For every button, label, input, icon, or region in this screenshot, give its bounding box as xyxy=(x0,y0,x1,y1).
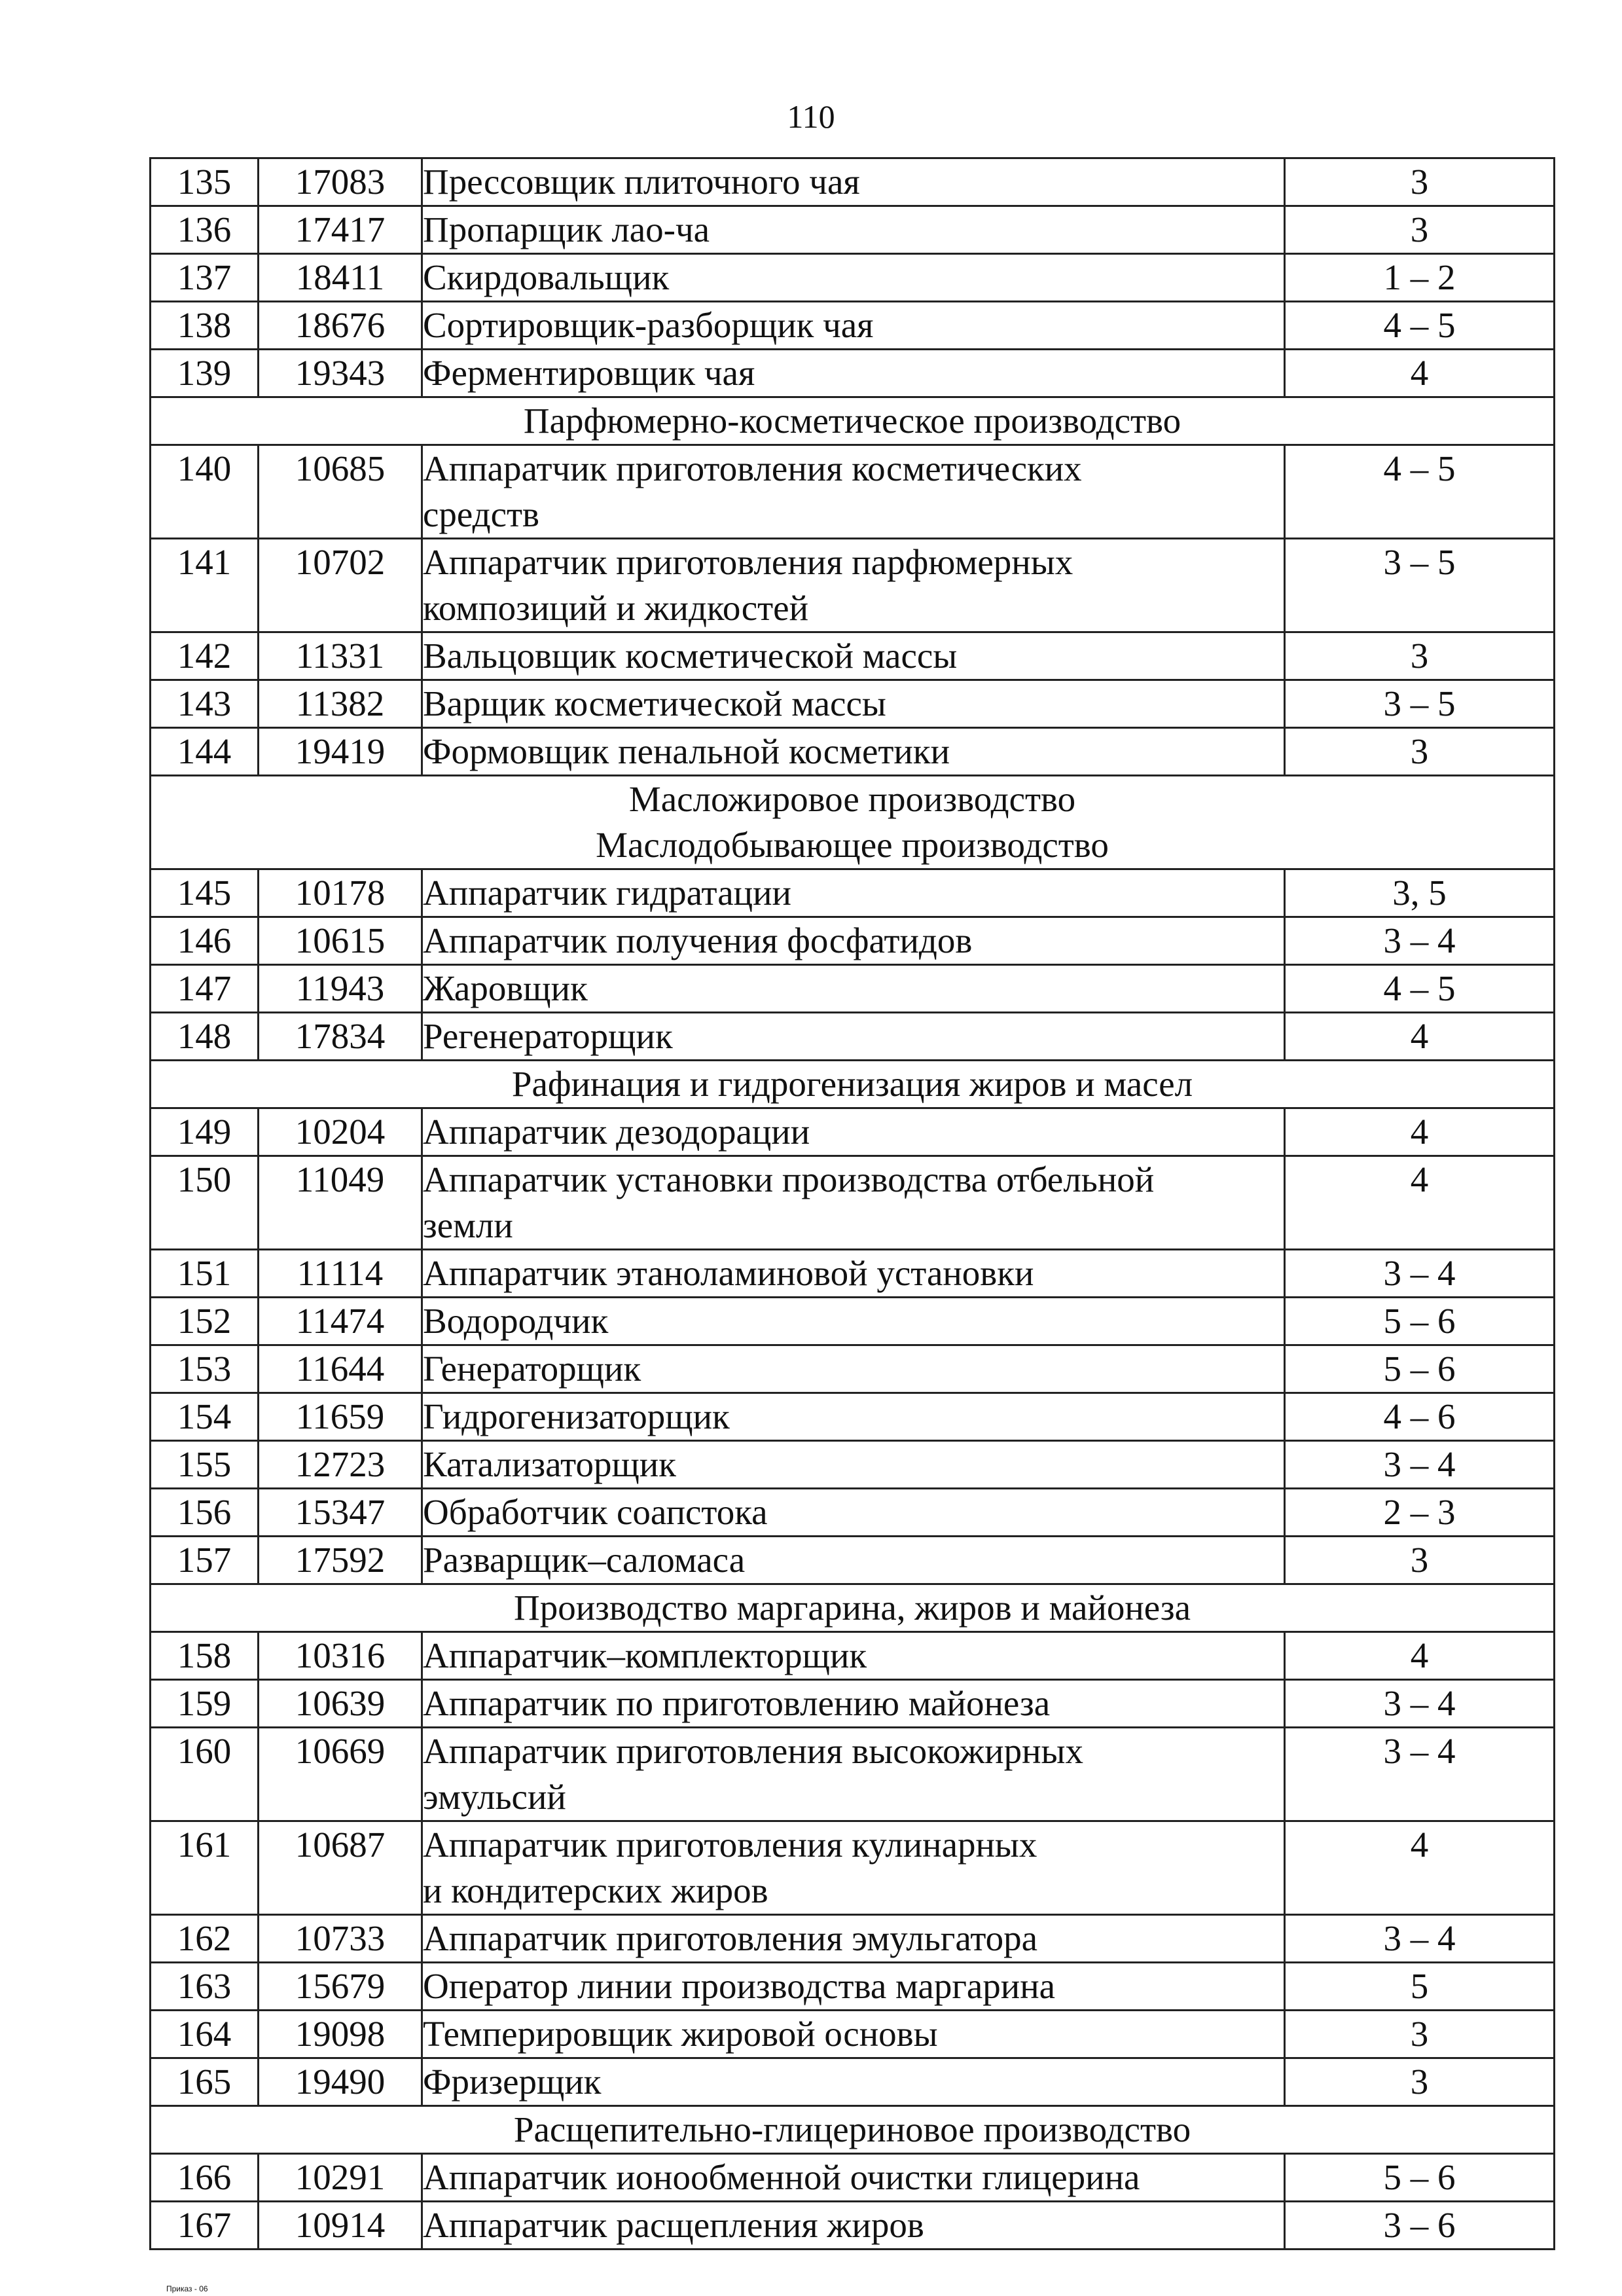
grade-range-cell: 3 – 4 xyxy=(1285,1728,1555,1821)
table-row xyxy=(151,965,1555,1013)
row-number-cell: 136 xyxy=(151,206,259,254)
grade-range-cell: 1 – 2 xyxy=(1285,254,1555,302)
profession-name-cell: Ферментировщик чая xyxy=(422,350,1285,397)
table-row xyxy=(151,1393,1555,1441)
profession-name-cell: Аппаратчик приготовления кулинарных и кондитерских жиров xyxy=(422,1821,1285,1915)
section-title-line: Производство маргарина, жиров и майонеза xyxy=(513,1588,1191,1628)
profession-code-cell: 11049 xyxy=(259,1156,422,1250)
profession-code-cell: 15679 xyxy=(259,1963,422,2011)
grade-range-cell: 5 – 6 xyxy=(1285,1345,1555,1393)
section-header-row xyxy=(151,1584,1555,1632)
profession-name-cell: Оператор линии производства маргарина xyxy=(422,1963,1285,2011)
row-number-cell: 142 xyxy=(151,632,259,680)
grade-range-cell: 3 xyxy=(1285,2011,1555,2058)
profession-code-cell: 11943 xyxy=(259,965,422,1013)
table-row xyxy=(151,1915,1555,1963)
profession-code-cell: 10687 xyxy=(259,1821,422,1915)
profession-name-cell: Жаровщик xyxy=(422,965,1285,1013)
row-number-cell: 153 xyxy=(151,1345,259,1393)
section-header-row xyxy=(151,1061,1555,1108)
section-header-row xyxy=(151,2106,1555,2154)
profession-name-cell: Катализаторщик xyxy=(422,1441,1285,1489)
grade-range-cell: 4 xyxy=(1285,1821,1555,1915)
grade-range-cell: 4 xyxy=(1285,1156,1555,1250)
profession-name-cell: Водородчик xyxy=(422,1298,1285,1345)
profession-code-cell: 11382 xyxy=(259,680,422,728)
table-row xyxy=(151,1298,1555,1345)
section-header-row xyxy=(151,397,1555,445)
row-number-cell: 140 xyxy=(151,445,259,539)
table-row xyxy=(151,1489,1555,1537)
row-number-cell: 158 xyxy=(151,1632,259,1680)
profession-code-cell: 10615 xyxy=(259,917,422,965)
profession-code-cell: 10685 xyxy=(259,445,422,539)
table-row xyxy=(151,2058,1555,2106)
row-number-cell: 148 xyxy=(151,1013,259,1061)
profession-name-cell: Аппаратчик приготовления косметических средств xyxy=(422,445,1285,539)
table-row xyxy=(151,158,1555,206)
section-title xyxy=(151,1061,1555,1108)
profession-code-cell: 19419 xyxy=(259,728,422,776)
professions-table xyxy=(149,157,1555,2250)
grade-range-cell: 4 xyxy=(1285,350,1555,397)
grade-range-cell: 4 – 5 xyxy=(1285,445,1555,539)
table-row xyxy=(151,2011,1555,2058)
profession-name-cell: Скирдовальщик xyxy=(422,254,1285,302)
table-row xyxy=(151,728,1555,776)
row-number-cell: 161 xyxy=(151,1821,259,1915)
profession-code-cell: 17417 xyxy=(259,206,422,254)
row-number-cell: 155 xyxy=(151,1441,259,1489)
table-row xyxy=(151,350,1555,397)
grade-range-cell: 3 xyxy=(1285,2058,1555,2106)
grade-range-cell: 3 – 4 xyxy=(1285,1915,1555,1963)
profession-name-cell: Формовщик пенальной косметики xyxy=(422,728,1285,776)
row-number-cell: 151 xyxy=(151,1250,259,1298)
section-title-line: Расщепительно-глицериновое производство xyxy=(513,2109,1191,2149)
grade-range-cell: 3 xyxy=(1285,632,1555,680)
profession-name-cell: Регенераторщик xyxy=(422,1013,1285,1061)
profession-name-cell: Аппаратчик дезодорации xyxy=(422,1108,1285,1156)
profession-code-cell: 10639 xyxy=(259,1680,422,1728)
profession-name-cell: Темперировщик жировой основы xyxy=(422,2011,1285,2058)
profession-code-cell: 10291 xyxy=(259,2154,422,2202)
row-number-cell: 162 xyxy=(151,1915,259,1963)
row-number-cell: 145 xyxy=(151,869,259,917)
profession-code-cell: 10702 xyxy=(259,539,422,632)
grade-range-cell: 3 – 4 xyxy=(1285,1250,1555,1298)
grade-range-cell: 3, 5 xyxy=(1285,869,1555,917)
profession-code-cell: 10178 xyxy=(259,869,422,917)
table-row xyxy=(151,1821,1555,1915)
profession-code-cell: 19343 xyxy=(259,350,422,397)
grade-range-cell: 4 xyxy=(1285,1108,1555,1156)
section-header-row xyxy=(151,776,1555,869)
section-title xyxy=(151,1584,1555,1632)
row-number-cell: 154 xyxy=(151,1393,259,1441)
profession-name-cell: Разварщик–саломаса xyxy=(422,1537,1285,1584)
table-row xyxy=(151,1250,1555,1298)
table-row xyxy=(151,1108,1555,1156)
page-number: 110 xyxy=(787,98,835,135)
grade-range-cell: 5 – 6 xyxy=(1285,2154,1555,2202)
profession-name-cell: Аппаратчик приготовления эмульгатора xyxy=(422,1915,1285,1963)
section-title xyxy=(151,2106,1555,2154)
table-row xyxy=(151,869,1555,917)
profession-name-cell: Аппаратчик получения фосфатидов xyxy=(422,917,1285,965)
table-row xyxy=(151,1728,1555,1821)
profession-code-cell: 10669 xyxy=(259,1728,422,1821)
grade-range-cell: 4 xyxy=(1285,1013,1555,1061)
profession-code-cell: 11644 xyxy=(259,1345,422,1393)
profession-name-cell: Аппаратчик установки производства отбельной земли xyxy=(422,1156,1285,1250)
profession-name-cell: Аппаратчик–комплекторщик xyxy=(422,1632,1285,1680)
table-row xyxy=(151,632,1555,680)
grade-range-cell: 3 – 4 xyxy=(1285,917,1555,965)
profession-code-cell: 19098 xyxy=(259,2011,422,2058)
table-row xyxy=(151,1441,1555,1489)
profession-name-cell: Фризерщик xyxy=(422,2058,1285,2106)
profession-name-cell: Аппаратчик гидратации xyxy=(422,869,1285,917)
table-row xyxy=(151,2154,1555,2202)
profession-code-cell: 11114 xyxy=(259,1250,422,1298)
profession-code-cell: 18411 xyxy=(259,254,422,302)
grade-range-cell: 3 – 4 xyxy=(1285,1680,1555,1728)
profession-code-cell: 18676 xyxy=(259,302,422,350)
section-title-line: Маслодобывающее производство xyxy=(596,825,1109,865)
profession-code-cell: 17592 xyxy=(259,1537,422,1584)
grade-range-cell: 4 xyxy=(1285,1632,1555,1680)
row-number-cell: 146 xyxy=(151,917,259,965)
profession-name-cell: Вальцовщик косметической массы xyxy=(422,632,1285,680)
profession-name-cell: Гидрогенизаторщик xyxy=(422,1393,1285,1441)
table-row xyxy=(151,1537,1555,1584)
profession-name-cell: Прессовщик плиточного чая xyxy=(422,158,1285,206)
row-number-cell: 167 xyxy=(151,2202,259,2250)
table-row xyxy=(151,539,1555,632)
row-number-cell: 163 xyxy=(151,1963,259,2011)
profession-name-cell: Аппаратчик этаноламиновой установки xyxy=(422,1250,1285,1298)
profession-name-cell: Обработчик соапстока xyxy=(422,1489,1285,1537)
grade-range-cell: 5 xyxy=(1285,1963,1555,2011)
profession-code-cell: 10204 xyxy=(259,1108,422,1156)
grade-range-cell: 5 – 6 xyxy=(1285,1298,1555,1345)
profession-name-cell: Варщик косметической массы xyxy=(422,680,1285,728)
row-number-cell: 160 xyxy=(151,1728,259,1821)
profession-code-cell: 11659 xyxy=(259,1393,422,1441)
row-number-cell: 165 xyxy=(151,2058,259,2106)
table-row xyxy=(151,206,1555,254)
row-number-cell: 166 xyxy=(151,2154,259,2202)
table-row xyxy=(151,1013,1555,1061)
row-number-cell: 143 xyxy=(151,680,259,728)
grade-range-cell: 3 – 5 xyxy=(1285,680,1555,728)
table-row xyxy=(151,1680,1555,1728)
row-number-cell: 147 xyxy=(151,965,259,1013)
profession-code-cell: 12723 xyxy=(259,1441,422,1489)
grade-range-cell: 3 – 4 xyxy=(1285,1441,1555,1489)
profession-code-cell: 11331 xyxy=(259,632,422,680)
grade-range-cell: 4 – 5 xyxy=(1285,965,1555,1013)
profession-code-cell: 19490 xyxy=(259,2058,422,2106)
row-number-cell: 157 xyxy=(151,1537,259,1584)
table-row xyxy=(151,1156,1555,1250)
profession-code-cell: 15347 xyxy=(259,1489,422,1537)
profession-code-cell: 11474 xyxy=(259,1298,422,1345)
table-row xyxy=(151,254,1555,302)
table-row xyxy=(151,1345,1555,1393)
table-row xyxy=(151,917,1555,965)
section-title xyxy=(151,776,1555,869)
table-row xyxy=(151,1963,1555,2011)
row-number-cell: 159 xyxy=(151,1680,259,1728)
profession-code-cell: 17083 xyxy=(259,158,422,206)
grade-range-cell: 4 – 5 xyxy=(1285,302,1555,350)
grade-range-cell: 2 – 3 xyxy=(1285,1489,1555,1537)
profession-code-cell: 17834 xyxy=(259,1013,422,1061)
row-number-cell: 137 xyxy=(151,254,259,302)
row-number-cell: 164 xyxy=(151,2011,259,2058)
profession-name-cell: Аппаратчик приготовления парфюмерных композиций и жидкостей xyxy=(422,539,1285,632)
table-row xyxy=(151,2202,1555,2250)
profession-name-cell: Аппаратчик расщепления жиров xyxy=(422,2202,1285,2250)
table-row xyxy=(151,445,1555,539)
grade-range-cell: 3 – 5 xyxy=(1285,539,1555,632)
profession-name-cell: Генераторщик xyxy=(422,1345,1285,1393)
section-title-line: Масложировое производство xyxy=(628,779,1076,819)
document-footer: Приказ - 06 xyxy=(166,2284,208,2293)
section-title xyxy=(151,397,1555,445)
row-number-cell: 139 xyxy=(151,350,259,397)
grade-range-cell: 3 xyxy=(1285,728,1555,776)
grade-range-cell: 4 – 6 xyxy=(1285,1393,1555,1441)
section-title-line: Парфюмерно-косметическое производство xyxy=(523,401,1181,441)
profession-name-cell: Аппаратчик приготовления высокожирных эмульсий xyxy=(422,1728,1285,1821)
table-row xyxy=(151,302,1555,350)
row-number-cell: 135 xyxy=(151,158,259,206)
profession-code-cell: 10316 xyxy=(259,1632,422,1680)
section-title-line: Рафинация и гидрогенизация жиров и масел xyxy=(511,1064,1193,1104)
row-number-cell: 149 xyxy=(151,1108,259,1156)
row-number-cell: 152 xyxy=(151,1298,259,1345)
grade-range-cell: 3 – 6 xyxy=(1285,2202,1555,2250)
grade-range-cell: 3 xyxy=(1285,158,1555,206)
profession-name-cell: Пропарщик лао-ча xyxy=(422,206,1285,254)
grade-range-cell: 3 xyxy=(1285,1537,1555,1584)
row-number-cell: 150 xyxy=(151,1156,259,1250)
grade-range-cell: 3 xyxy=(1285,206,1555,254)
profession-name-cell: Сортировщик-разборщик чая xyxy=(422,302,1285,350)
row-number-cell: 144 xyxy=(151,728,259,776)
profession-name-cell: Аппаратчик ионообменной очистки глицерина xyxy=(422,2154,1285,2202)
profession-code-cell: 10733 xyxy=(259,1915,422,1963)
row-number-cell: 156 xyxy=(151,1489,259,1537)
row-number-cell: 141 xyxy=(151,539,259,632)
table-row xyxy=(151,1632,1555,1680)
profession-name-cell: Аппаратчик по приготовлению майонеза xyxy=(422,1680,1285,1728)
table-row xyxy=(151,680,1555,728)
profession-code-cell: 10914 xyxy=(259,2202,422,2250)
row-number-cell: 138 xyxy=(151,302,259,350)
